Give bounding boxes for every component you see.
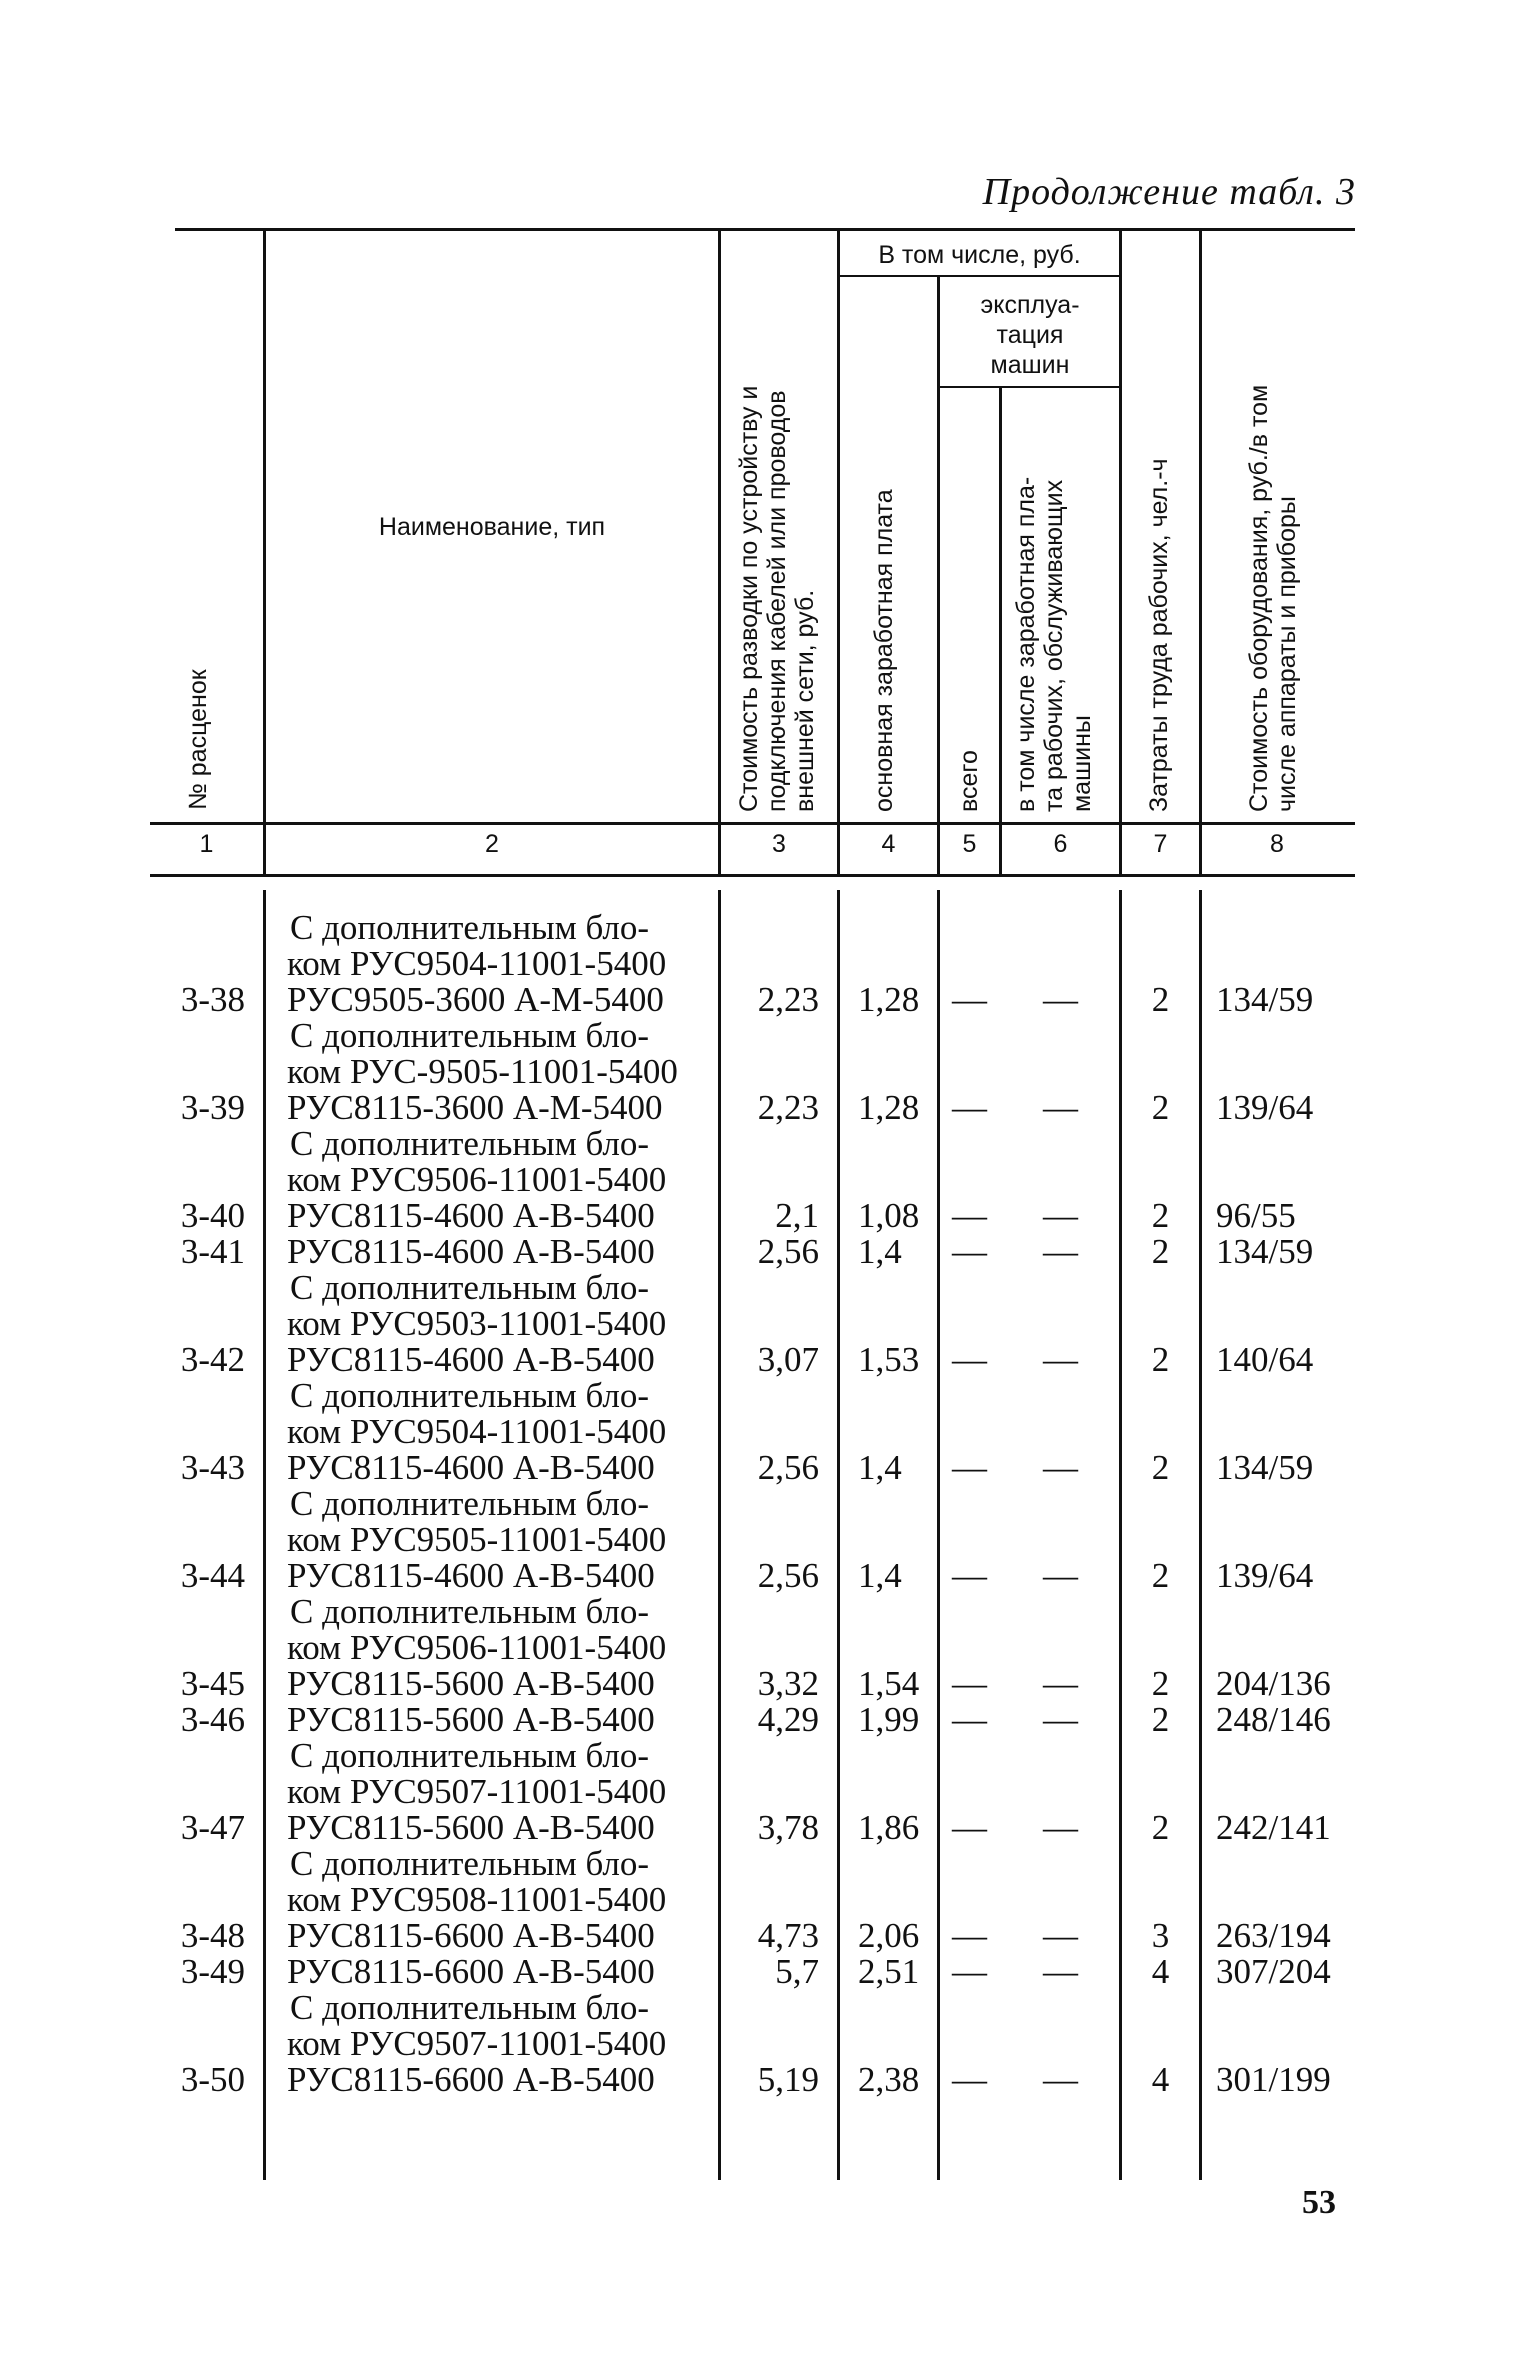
header-vline <box>999 387 1002 875</box>
row-name-line: РУС8115-6600 А-В-5400 <box>287 1952 655 1991</box>
row-value-c3: 2,1 <box>775 1196 819 1235</box>
row-value-c3: 5,19 <box>757 2060 819 2099</box>
row-value-c7: 2 <box>1151 980 1170 1019</box>
row-value-c6: — <box>1043 1556 1078 1595</box>
row-value-c5: — <box>952 1556 987 1595</box>
body-vline <box>263 890 266 2180</box>
row-value-c5: — <box>952 1700 987 1739</box>
row-name-line: С дополнительным бло- <box>290 908 650 947</box>
header-bottom-rule <box>150 822 1355 825</box>
header-col4: основная заработная плата <box>870 489 898 812</box>
row-name-line: ком РУС9505-11001-5400 <box>287 1520 667 1559</box>
row-code: 3-46 <box>180 1700 245 1739</box>
row-value-c4: 1,53 <box>858 1340 920 1379</box>
row-value-c6: — <box>1043 1196 1078 1235</box>
header-subgroup: эксплуа- тация машин <box>980 291 1080 379</box>
row-code: 3-47 <box>180 1808 245 1847</box>
table-caption: Продолжение табл. 3 <box>982 171 1356 213</box>
row-value-c4: 1,54 <box>858 1664 920 1703</box>
row-value-c7: 2 <box>1151 1340 1170 1379</box>
row-value-c3: 2,56 <box>757 1448 819 1487</box>
row-value-c5: — <box>952 1232 987 1271</box>
row-name-line: С дополнительным бло- <box>290 1736 650 1775</box>
page-number: 53 <box>1302 2184 1336 2221</box>
row-value-c7: 4 <box>1151 2060 1170 2099</box>
column-number: 6 <box>1053 830 1068 858</box>
row-value-c3: 2,23 <box>757 1088 819 1127</box>
row-value-c5: — <box>952 1808 987 1847</box>
column-number: 4 <box>881 830 896 858</box>
row-value-c4: 2,06 <box>858 1916 920 1955</box>
row-value-c4: 1,08 <box>858 1196 920 1235</box>
row-value-c7: 3 <box>1151 1916 1170 1955</box>
row-value-c7: 2 <box>1151 1088 1170 1127</box>
row-value-c4: 1,4 <box>858 1556 902 1595</box>
header-group: В том числе, руб. <box>878 241 1081 269</box>
row-value-c8: 96/55 <box>1216 1196 1296 1235</box>
row-value-c7: 2 <box>1151 1664 1170 1703</box>
row-name-line: С дополнительным бло- <box>290 1484 650 1523</box>
row-name-line: С дополнительным бло- <box>290 1376 650 1415</box>
row-name-line: РУС8115-3600 А-М-5400 <box>287 1088 663 1127</box>
row-value-c5: — <box>952 2060 987 2099</box>
column-number: 2 <box>485 830 499 858</box>
row-value-c4: 1,4 <box>858 1232 902 1271</box>
row-value-c8: 248/146 <box>1216 1700 1331 1739</box>
header-vline <box>718 230 721 875</box>
row-value-c5: — <box>952 1952 987 1991</box>
column-number: 3 <box>772 830 786 858</box>
row-code: 3-50 <box>180 2060 245 2099</box>
row-name-line: ком РУС9504-11001-5400 <box>287 1412 667 1451</box>
row-name-line: ком РУС9506-11001-5400 <box>287 1628 667 1667</box>
row-name-line: ком РУС9506-11001-5400 <box>287 1160 667 1199</box>
row-value-c8: 204/136 <box>1216 1664 1331 1703</box>
row-code: 3-43 <box>180 1448 245 1487</box>
row-value-c7: 4 <box>1151 1952 1170 1991</box>
row-value-c8: 134/59 <box>1216 1448 1314 1487</box>
row-name-line: РУС8115-4600 А-В-5400 <box>287 1448 655 1487</box>
row-value-c3: 4,73 <box>757 1916 819 1955</box>
column-number: 7 <box>1153 830 1168 858</box>
row-name-line: РУС8115-4600 А-В-5400 <box>287 1556 655 1595</box>
row-name-line: РУС8115-5600 А-В-5400 <box>287 1664 655 1703</box>
row-name-line: РУС8115-5600 А-В-5400 <box>287 1700 655 1739</box>
row-name-line: ком РУС-9505-11001-5400 <box>287 1052 678 1091</box>
row-value-c3: 2,56 <box>757 1232 819 1271</box>
row-value-c8: 134/59 <box>1216 980 1314 1019</box>
row-name-line: ком РУС9504-11001-5400 <box>287 944 667 983</box>
header-col6: в том числе заработная пла- та рабочих, обслуживающих машины <box>1012 476 1096 812</box>
row-value-c5: — <box>952 1916 987 1955</box>
row-value-c6: — <box>1043 1448 1078 1487</box>
row-value-c5: — <box>952 1664 987 1703</box>
header-vline <box>263 230 266 875</box>
row-name-line: С дополнительным бло- <box>290 1592 650 1631</box>
row-value-c6: — <box>1043 2060 1078 2099</box>
row-value-c8: 263/194 <box>1216 1916 1331 1955</box>
row-value-c5: — <box>952 980 987 1019</box>
row-value-c8: 140/64 <box>1216 1340 1314 1379</box>
header-col8: Стоимость оборудования, руб./в том числе аппараты и приборы <box>1245 384 1301 812</box>
row-value-c8: 134/59 <box>1216 1232 1314 1271</box>
row-value-c6: — <box>1043 1664 1078 1703</box>
row-value-c3: 3,78 <box>757 1808 819 1847</box>
row-name-line: РУС8115-5600 А-В-5400 <box>287 1808 655 1847</box>
row-name-line: ком РУС9507-11001-5400 <box>287 1772 667 1811</box>
row-value-c5: — <box>952 1088 987 1127</box>
column-number: 1 <box>199 830 214 858</box>
row-name-line: С дополнительным бло- <box>290 1016 650 1055</box>
row-value-c6: — <box>1043 1916 1078 1955</box>
row-value-c4: 2,51 <box>858 1952 920 1991</box>
row-name-line: С дополнительным бло- <box>290 1268 650 1307</box>
row-name-line: С дополнительным бло- <box>290 1844 650 1883</box>
row-value-c7: 2 <box>1151 1700 1170 1739</box>
row-value-c6: — <box>1043 1232 1078 1271</box>
row-name-line: РУС8115-6600 А-В-5400 <box>287 2060 655 2099</box>
row-code: 3-45 <box>180 1664 245 1703</box>
row-value-c4: 1,28 <box>858 980 920 1019</box>
row-name-line: ком РУС9508-11001-5400 <box>287 1880 667 1919</box>
row-value-c3: 4,29 <box>757 1700 819 1739</box>
row-value-c8: 242/141 <box>1216 1808 1331 1847</box>
row-name-line: РУС8115-4600 А-В-5400 <box>287 1340 655 1379</box>
row-value-c7: 2 <box>1151 1808 1170 1847</box>
column-number: 5 <box>962 830 977 858</box>
row-name-line: ком РУС9503-11001-5400 <box>287 1304 667 1343</box>
row-name-line: С дополнительным бло- <box>290 1988 650 2027</box>
row-value-c6: — <box>1043 1700 1078 1739</box>
header-col7: Затраты труда рабочих, чел.-ч <box>1145 458 1173 812</box>
row-name-line: РУС9505-3600 А-М-5400 <box>287 980 664 1019</box>
row-value-c4: 1,28 <box>858 1088 920 1127</box>
row-value-c4: 2,38 <box>858 2060 920 2099</box>
row-value-c3: 5,7 <box>775 1952 819 1991</box>
row-value-c7: 2 <box>1151 1448 1170 1487</box>
top-rule <box>175 228 1355 231</box>
row-value-c8: 139/64 <box>1216 1088 1314 1127</box>
row-value-c5: — <box>952 1196 987 1235</box>
row-value-c3: 2,23 <box>757 980 819 1019</box>
row-value-c6: — <box>1043 980 1078 1019</box>
row-value-c8: 307/204 <box>1216 1952 1331 1991</box>
row-value-c8: 139/64 <box>1216 1556 1314 1595</box>
row-name-line: РУС8115-4600 А-В-5400 <box>287 1232 655 1271</box>
row-code: 3-42 <box>180 1340 245 1379</box>
row-value-c3: 3,32 <box>757 1664 819 1703</box>
header-col1: № расценок <box>184 669 212 810</box>
row-value-c3: 2,56 <box>757 1556 819 1595</box>
row-value-c5: — <box>952 1340 987 1379</box>
row-value-c6: — <box>1043 1952 1078 1991</box>
row-value-c4: 1,4 <box>858 1448 902 1487</box>
row-name-line: РУС8115-6600 А-В-5400 <box>287 1916 655 1955</box>
row-code: 3-48 <box>180 1916 245 1955</box>
row-code: 3-38 <box>180 980 245 1019</box>
group-rule <box>838 275 1120 277</box>
row-code: 3-49 <box>180 1952 245 1991</box>
numbers-bottom-rule <box>150 874 1355 877</box>
row-code: 3-41 <box>180 1232 245 1271</box>
row-value-c6: — <box>1043 1808 1078 1847</box>
header-vline <box>837 230 840 875</box>
row-value-c6: — <box>1043 1088 1078 1127</box>
row-value-c6: — <box>1043 1340 1078 1379</box>
header-col5: всего <box>955 750 983 812</box>
row-value-c5: — <box>952 1448 987 1487</box>
row-value-c7: 2 <box>1151 1196 1170 1235</box>
column-number: 8 <box>1270 830 1284 858</box>
row-code: 3-40 <box>180 1196 245 1235</box>
header-col3: Стоимость разводки по устройству и подключения кабелей или проводов внешней сети, руб. <box>735 385 819 812</box>
row-value-c8: 301/199 <box>1216 2060 1331 2099</box>
subgroup-rule <box>938 386 1120 388</box>
row-value-c4: 1,86 <box>858 1808 920 1847</box>
row-value-c4: 1,99 <box>858 1700 920 1739</box>
row-name-line: ком РУС9507-11001-5400 <box>287 2024 667 2063</box>
row-name-line: РУС8115-4600 А-В-5400 <box>287 1196 655 1235</box>
row-code: 3-39 <box>180 1088 245 1127</box>
header-vline <box>1199 230 1202 875</box>
row-value-c7: 2 <box>1151 1556 1170 1595</box>
row-name-line: С дополнительным бло- <box>290 1124 650 1163</box>
row-value-c7: 2 <box>1151 1232 1170 1271</box>
row-value-c3: 3,07 <box>757 1340 819 1379</box>
row-code: 3-44 <box>180 1556 245 1595</box>
header-col2: Наименование, тип <box>378 513 606 541</box>
